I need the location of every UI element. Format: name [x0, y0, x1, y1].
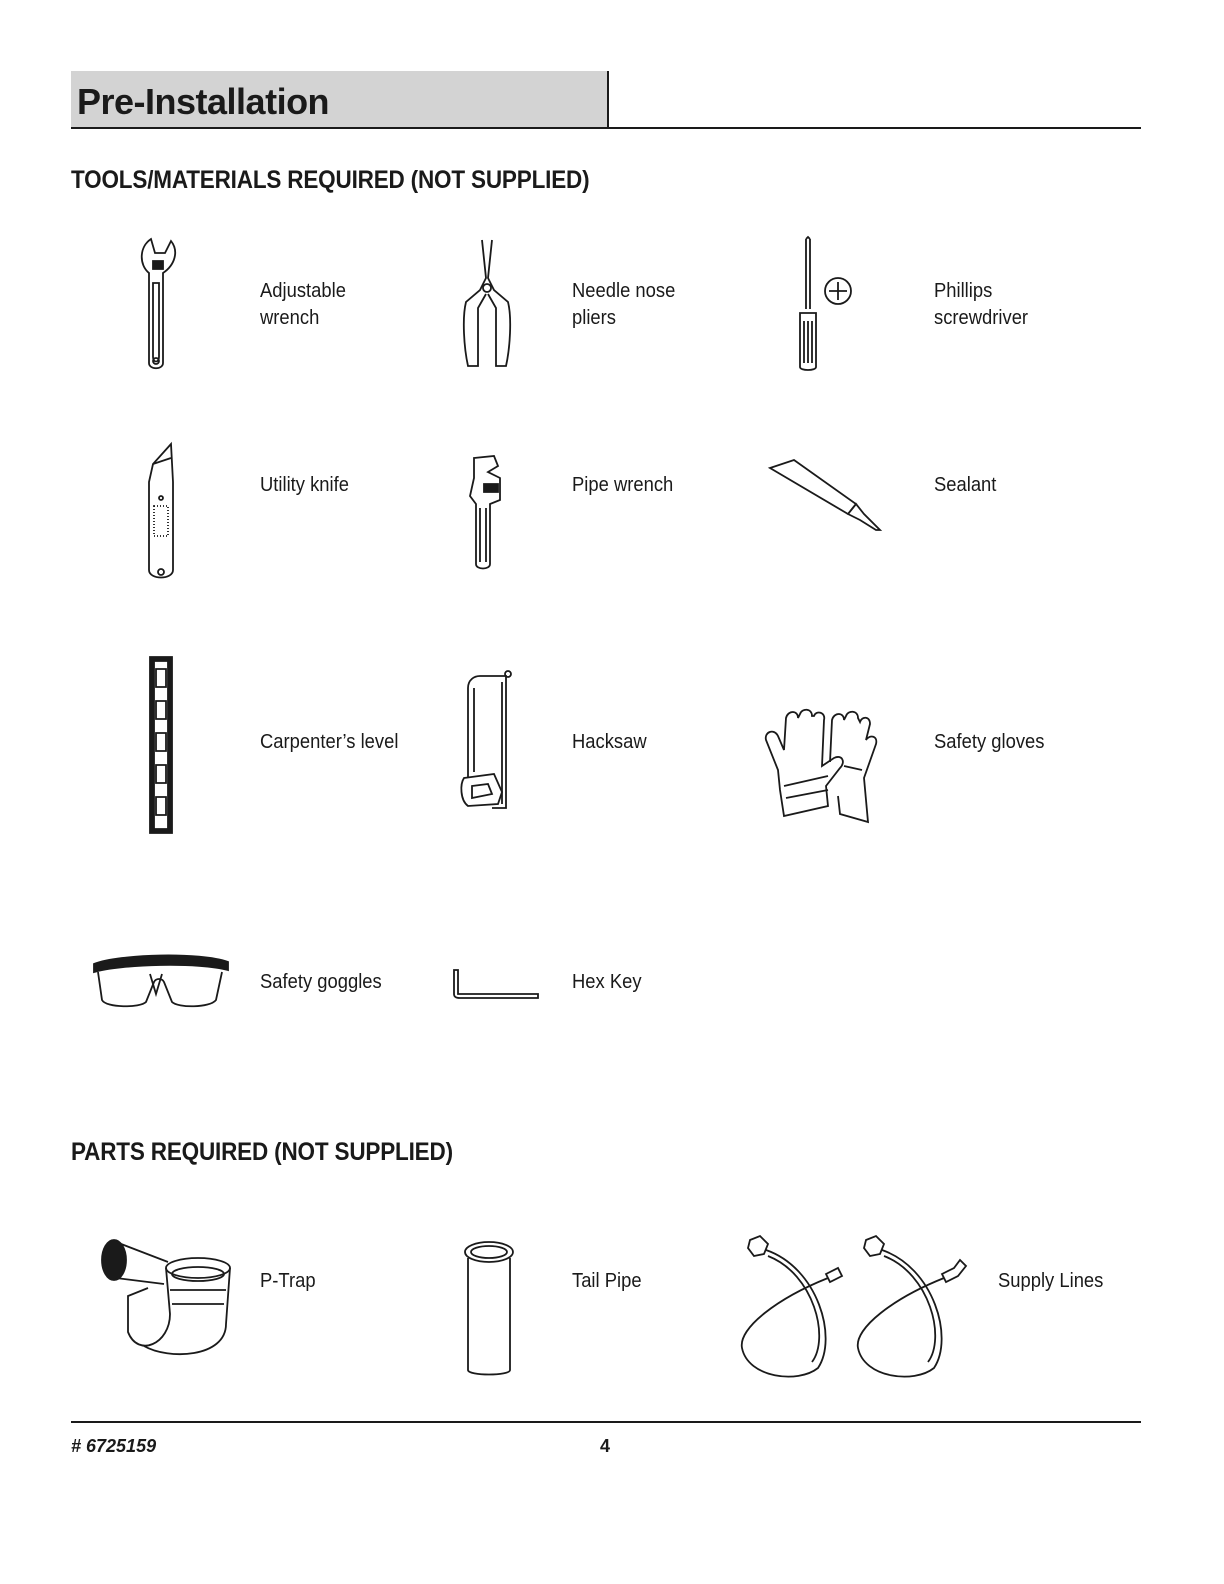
tool-label-utility-knife: Utility knife — [260, 474, 349, 496]
tool-label-pipe-wrench: Pipe wrench — [572, 474, 674, 496]
phillips-screwdriver-icon — [792, 237, 856, 373]
part-label-supply-lines: Supply Lines — [998, 1270, 1104, 1292]
tools-section-title: TOOLS/MATERIALS REQUIRED (NOT SUPPLIED) — [71, 166, 590, 194]
adjustable-wrench-icon — [135, 235, 185, 375]
pipe-wrench-icon — [466, 452, 506, 572]
tool-label-adjustable-wrench: Adjustable wrench — [260, 280, 346, 329]
part-label-p-trap: P-Trap — [260, 1270, 316, 1292]
safety-gloves-icon — [758, 706, 890, 824]
p-trap-icon — [98, 1234, 238, 1358]
tool-label-sealant: Sealant — [934, 474, 997, 496]
tail-pipe-icon — [462, 1240, 516, 1378]
tool-label-needle-nose-pliers: Needle nose pliers — [572, 280, 676, 329]
section-header-bar — [71, 71, 609, 127]
page-title: Pre-Installation — [77, 81, 330, 122]
part-label-tail-pipe: Tail Pipe — [572, 1270, 642, 1292]
supply-lines-icon — [738, 1228, 968, 1380]
parts-section-title: PARTS REQUIRED (NOT SUPPLIED) — [71, 1138, 453, 1166]
tool-label-phillips-screwdriver: Phillips screwdriver — [934, 280, 1029, 329]
carpenters-level-icon — [148, 655, 174, 835]
hacksaw-icon — [458, 668, 516, 813]
hex-key-icon — [450, 966, 542, 1002]
header-rule — [71, 127, 1141, 129]
tool-label-hex-key: Hex Key — [572, 971, 642, 993]
safety-goggles-icon — [90, 950, 232, 1010]
tool-label-safety-gloves: Safety gloves — [934, 731, 1045, 753]
tool-label-safety-goggles: Safety goggles — [260, 971, 382, 993]
utility-knife-icon — [143, 442, 179, 582]
footer-rule — [71, 1421, 1141, 1423]
footer-doc-number: # 6725159 — [71, 1436, 157, 1456]
tool-label-hacksaw: Hacksaw — [572, 731, 647, 753]
tool-label-carpenters-level: Carpenter’s level — [260, 731, 399, 753]
sealant-tube-icon — [768, 458, 883, 533]
needle-nose-pliers-icon — [460, 238, 515, 373]
footer-page-number: 4 — [600, 1436, 611, 1456]
